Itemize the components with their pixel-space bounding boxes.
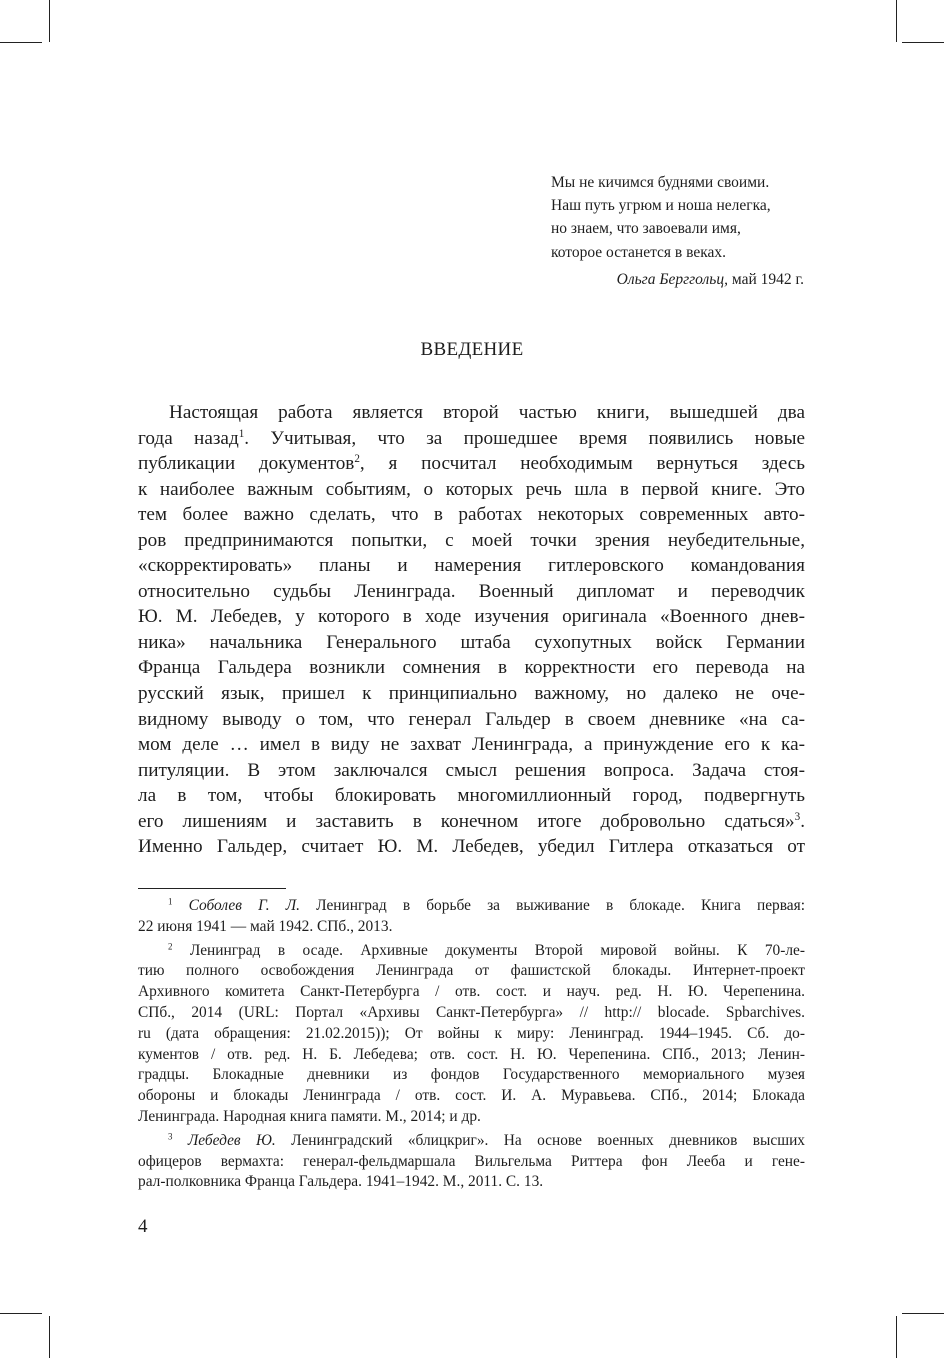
footnote-2 (138, 941, 805, 1128)
epigraph (551, 171, 821, 288)
body-line: Настоящая работа является второй частью книги, вышедшей два (169, 402, 805, 423)
crop-mark (0, 1313, 42, 1314)
footnote-ref[interactable]: 2 (354, 453, 360, 466)
footnote-number: 3 (168, 1131, 173, 1142)
epigraph-line: Мы не кичимся буднями своими. (551, 174, 770, 191)
body-line: «скорректировать» планы и намерения гитлеровского командования (138, 555, 805, 577)
epigraph-attribution (617, 268, 804, 291)
footnote-line: рал-полковника Франца Гальдера. 1941–1942. М., 2011. С. 13. (138, 1173, 544, 1191)
epigraph-date: май 1942 г. (728, 271, 804, 288)
crop-mark (902, 1313, 944, 1314)
footnote-line: тию полного освобождения Ленинграда от фашистской блокады. Интернет-проект (138, 962, 805, 980)
epigraph-line: но знаем, что завоевали имя, (551, 220, 741, 238)
footnote-line: офицеров вермахта: генерал-фельдмаршала Вильгельма Риттера фон Лееба и гене- (138, 1152, 805, 1170)
footnote-separator (138, 888, 286, 889)
crop-mark (902, 42, 944, 43)
epigraph-author: Ольга Берггольц, (616, 271, 728, 288)
page-number: 4 (138, 1216, 148, 1237)
epigraph-line: которое останется в веках. (551, 243, 727, 261)
body-text (138, 400, 805, 860)
footnote-line: $^3$ Лебедев Ю. Ленинградский «блицкриг». На основе военных дневников высших (168, 1131, 806, 1149)
footnote-line: Архивного комитета Санкт-Петербурга / отв. сост. и науч. ред. Н. Ю. Черепенина. (138, 983, 805, 1001)
footnote-number: 1 (168, 896, 173, 907)
body-line: русский язык, пришел к принципиально важному, но далеко не оче- (138, 683, 805, 705)
body-line: ника» начальника Генерального штаба сухопутных войск Германии (138, 631, 805, 653)
body-line: публикации документов$^2$, я посчитал необходимым вернуться здесь (138, 453, 805, 475)
body-line: относительно судьбы Ленинграда. Военный дипломат и переводчик (138, 580, 805, 602)
footnote-1 (138, 896, 805, 938)
body-line: мом деле … имел в виду не захват Ленинграда, а принуждение его к ка- (138, 734, 805, 756)
crop-mark (0, 42, 42, 43)
crop-mark (896, 1316, 897, 1358)
footnote-author: Соболев Г. Л. (188, 897, 300, 914)
crop-mark (49, 1316, 50, 1358)
body-line: Франца Гальдера возникли сомнения в корректности его перевода на (138, 657, 805, 679)
body-line: года назад$^1$. Учитывая, что за прошедшее время появились новые (138, 427, 805, 449)
footnote-line: обороны и блокады Ленинграда / отв. сост. И. А. Муравьева. СПб., 2014; Блокада (138, 1087, 805, 1105)
footnote-line: кументов / отв. ред. Н. Б. Лебедева; отв. сост. Н. Ю. Черепенина. СПб., 2013; Ленин- (138, 1045, 805, 1063)
footnote-line: Ленинграда. Народная книга памяти. М., 2014; и др. (138, 1107, 481, 1125)
footnote-ref[interactable]: 1 (238, 427, 245, 440)
footnote-line: градцы. Блокадные дневники из фондов Государственного мемориального музея (138, 1066, 805, 1084)
crop-mark (896, 0, 897, 42)
footnote-line: $^2$ Ленинград в осаде. Архивные документы Второй мировой войны. К 70-ле- (168, 941, 805, 959)
body-line: Именно Гальдер, считает Ю. М. Лебедев, убедил Гитлера отказаться от (138, 836, 805, 858)
footnote-line: $^1$ Соболев Г. Л. Ленинград в борьбе за выживание в блокаде. Книга первая: (168, 896, 805, 914)
crop-mark (49, 0, 50, 42)
footnote-line: СПб., 2014 (URL: Портал «Архивы Санкт-Петербурга» // http:// blocade. Spbarchives. (138, 1003, 805, 1021)
body-line: его лишениям и заставить в конечном итоге добровольно сдаться»$^3$. (138, 810, 805, 832)
body-line: ла в том, чтобы блокировать многомиллионный город, подвергнуть (138, 785, 805, 807)
footnotes (138, 896, 805, 1193)
body-line: питуляции. В этом заключался смысл решения вопроса. Задача стоя- (138, 759, 805, 781)
body-line: Ю. М. Лебедев, у которого в ходе изучения оригинала «Военного днев- (138, 606, 805, 628)
footnote-number: 2 (168, 941, 173, 952)
footnote-line: ru (дата обращения: 21.02.2015)); От войны к миру: Ленинград. 1944–1945. Сб. до- (138, 1024, 805, 1042)
footnote-3 (138, 1131, 805, 1193)
footnote-line: 22 июня 1941 — май 1942. СПб., 2013. (138, 917, 393, 935)
body-line: видному выводу о том, что генерал Гальдер в своем дневнике «на са- (138, 708, 805, 730)
epigraph-line: Наш путь угрюм и ноша нелегка, (551, 197, 771, 215)
body-line: тем более важно сделать, что в работах некоторых современных авто- (138, 504, 805, 526)
footnote-author: Лебедев Ю. (187, 1131, 276, 1149)
footnote-ref[interactable]: 3 (794, 810, 801, 823)
chapter-title: ВВЕДЕНИЕ (420, 339, 524, 360)
body-line: ров предпринимаются попытки, с моей точки зрения неубедительные, (138, 529, 805, 551)
body-line: к наиболее важным событиям, о которых речь шла в первой книге. Это (138, 478, 805, 500)
